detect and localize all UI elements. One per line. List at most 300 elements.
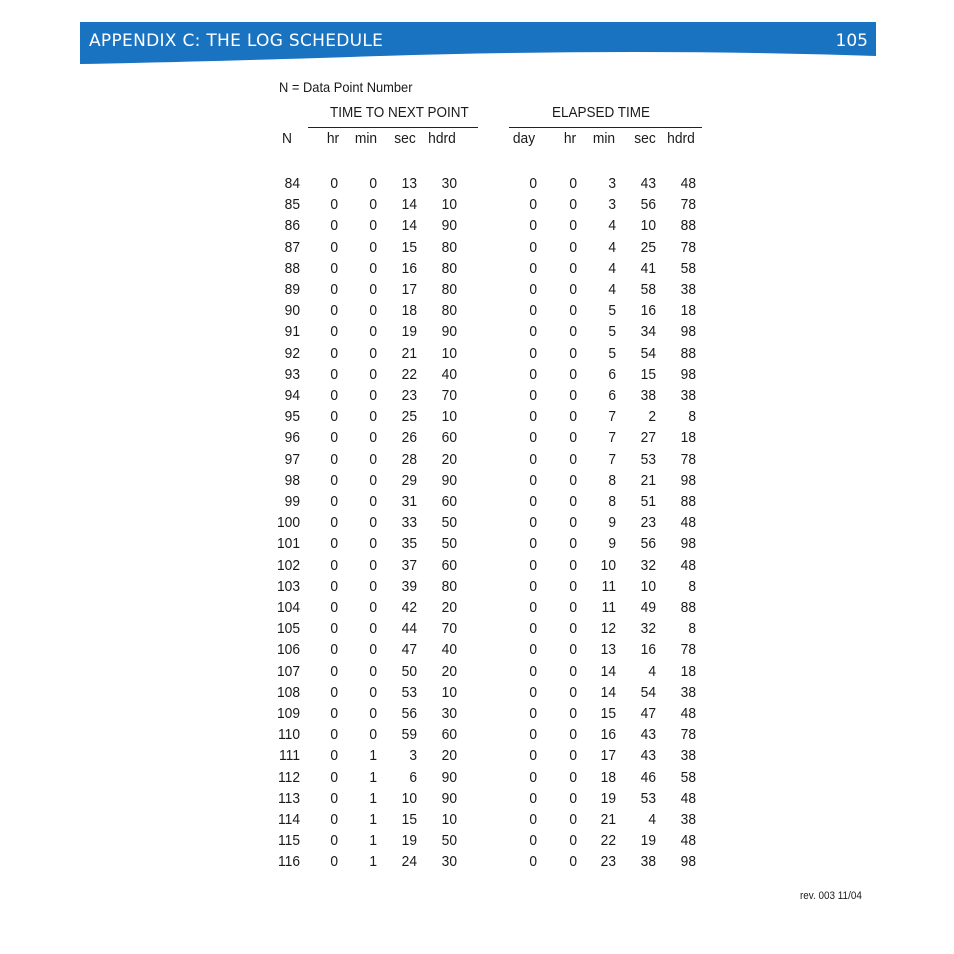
- cell-elapsed-sec: 16: [640, 302, 656, 319]
- cell-hdrd: 20: [441, 663, 457, 680]
- cell-elapsed-hdrd: 88: [680, 345, 696, 362]
- cell-elapsed-day: 0: [529, 747, 537, 764]
- cell-elapsed-sec: 54: [640, 345, 656, 362]
- cell-min: 0: [369, 514, 377, 531]
- cell-hr: 0: [330, 832, 338, 849]
- cell-hdrd: 60: [441, 493, 457, 510]
- group-rule-elapsed: [509, 127, 702, 128]
- cell-elapsed-day: 0: [529, 323, 537, 340]
- cell-elapsed-hdrd: 38: [680, 747, 696, 764]
- cell-hr: 0: [330, 408, 338, 425]
- cell-n: 92: [284, 345, 300, 362]
- cell-elapsed-hdrd: 48: [680, 705, 696, 722]
- cell-hr: 0: [330, 217, 338, 234]
- cell-hr: 0: [330, 196, 338, 213]
- cell-elapsed-day: 0: [529, 790, 537, 807]
- cell-elapsed-hdrd: 38: [680, 281, 696, 298]
- cell-hdrd: 50: [441, 514, 457, 531]
- cell-elapsed-day: 0: [529, 811, 537, 828]
- cell-min: 0: [369, 260, 377, 277]
- cell-elapsed-sec: 49: [640, 599, 656, 616]
- cell-elapsed-day: 0: [529, 281, 537, 298]
- cell-min: 0: [369, 599, 377, 616]
- cell-elapsed-day: 0: [529, 557, 537, 574]
- cell-min: 1: [369, 832, 377, 849]
- cell-hdrd: 70: [441, 620, 457, 637]
- cell-hdrd: 30: [441, 175, 457, 192]
- cell-hdrd: 10: [441, 345, 457, 362]
- cell-elapsed-sec: 46: [640, 769, 656, 786]
- cell-n: 115: [277, 832, 300, 849]
- cell-elapsed-hr: 0: [569, 196, 577, 213]
- cell-hr: 0: [330, 451, 338, 468]
- cell-min: 0: [369, 387, 377, 404]
- column-header-elapsed-hr: hr: [563, 130, 577, 147]
- cell-elapsed-min: 18: [600, 769, 616, 786]
- cell-n: 85: [284, 196, 300, 213]
- cell-hr: 0: [330, 620, 338, 637]
- cell-sec: 15: [401, 239, 417, 256]
- cell-elapsed-hdrd: 78: [680, 451, 696, 468]
- cell-sec: 25: [401, 408, 417, 425]
- cell-elapsed-hdrd: 98: [680, 853, 696, 870]
- cell-elapsed-hdrd: 78: [680, 641, 696, 658]
- cell-hdrd: 10: [441, 408, 457, 425]
- cell-sec: 56: [401, 705, 417, 722]
- cell-elapsed-min: 19: [600, 790, 616, 807]
- cell-elapsed-hr: 0: [569, 493, 577, 510]
- group-rule-time-to-next: [308, 127, 478, 128]
- cell-sec: 21: [401, 345, 417, 362]
- cell-elapsed-day: 0: [529, 853, 537, 870]
- cell-min: 0: [369, 641, 377, 658]
- cell-hr: 0: [330, 535, 338, 552]
- cell-sec: 15: [401, 811, 417, 828]
- cell-min: 0: [369, 620, 377, 637]
- cell-hr: 0: [330, 747, 338, 764]
- cell-n: 102: [276, 557, 300, 574]
- cell-elapsed-day: 0: [529, 366, 537, 383]
- cell-elapsed-hr: 0: [569, 260, 577, 277]
- cell-min: 0: [369, 535, 377, 552]
- cell-n: 112: [277, 769, 300, 786]
- cell-elapsed-sec: 21: [640, 472, 656, 489]
- cell-n: 84: [284, 175, 300, 192]
- cell-elapsed-min: 6: [608, 366, 616, 383]
- cell-elapsed-sec: 43: [640, 726, 656, 743]
- cell-elapsed-sec: 10: [640, 578, 656, 595]
- cell-sec: 23: [401, 387, 417, 404]
- cell-sec: 29: [401, 472, 417, 489]
- group-heading-elapsed: ELAPSED TIME: [552, 104, 651, 121]
- cell-min: 0: [369, 408, 377, 425]
- cell-elapsed-hr: 0: [569, 217, 577, 234]
- cell-n: 111: [279, 747, 300, 764]
- cell-elapsed-sec: 47: [640, 705, 656, 722]
- cell-n: 100: [276, 514, 300, 531]
- cell-sec: 24: [401, 853, 417, 870]
- cell-elapsed-day: 0: [529, 641, 537, 658]
- cell-n: 114: [277, 811, 300, 828]
- cell-n: 108: [276, 684, 300, 701]
- cell-hr: 0: [330, 387, 338, 404]
- cell-elapsed-hr: 0: [569, 853, 577, 870]
- cell-elapsed-min: 4: [608, 217, 616, 234]
- cell-hdrd: 30: [441, 705, 457, 722]
- cell-sec: 28: [401, 451, 417, 468]
- cell-elapsed-sec: 4: [648, 663, 656, 680]
- cell-hdrd: 60: [441, 429, 457, 446]
- cell-sec: 17: [401, 281, 417, 298]
- cell-elapsed-sec: 53: [640, 451, 656, 468]
- cell-elapsed-hdrd: 18: [680, 302, 696, 319]
- legend-text: N = Data Point Number: [279, 79, 413, 95]
- cell-elapsed-hr: 0: [569, 684, 577, 701]
- cell-hdrd: 90: [441, 769, 457, 786]
- cell-hr: 0: [330, 493, 338, 510]
- cell-hdrd: 60: [441, 557, 457, 574]
- cell-hr: 0: [330, 345, 338, 362]
- cell-hr: 0: [330, 769, 338, 786]
- cell-hdrd: 50: [441, 535, 457, 552]
- cell-sec: 6: [409, 769, 417, 786]
- cell-elapsed-day: 0: [529, 217, 537, 234]
- cell-n: 113: [277, 790, 300, 807]
- cell-elapsed-day: 0: [529, 260, 537, 277]
- cell-hr: 0: [330, 599, 338, 616]
- cell-elapsed-day: 0: [529, 302, 537, 319]
- cell-elapsed-hr: 0: [569, 620, 577, 637]
- cell-elapsed-hdrd: 78: [680, 726, 696, 743]
- cell-elapsed-hdrd: 18: [680, 429, 696, 446]
- cell-min: 0: [369, 684, 377, 701]
- cell-elapsed-sec: 32: [640, 557, 656, 574]
- cell-elapsed-min: 4: [608, 260, 616, 277]
- cell-n: 89: [284, 281, 300, 298]
- cell-elapsed-sec: 43: [640, 175, 656, 192]
- cell-sec: 19: [401, 832, 417, 849]
- cell-elapsed-min: 8: [608, 493, 616, 510]
- cell-elapsed-day: 0: [529, 451, 537, 468]
- cell-hdrd: 20: [441, 451, 457, 468]
- cell-elapsed-sec: 51: [640, 493, 656, 510]
- cell-n: 116: [277, 853, 300, 870]
- cell-elapsed-hr: 0: [569, 345, 577, 362]
- cell-elapsed-hr: 0: [569, 302, 577, 319]
- cell-elapsed-hdrd: 88: [680, 599, 696, 616]
- cell-sec: 59: [401, 726, 417, 743]
- cell-elapsed-sec: 10: [640, 217, 656, 234]
- cell-hdrd: 80: [441, 260, 457, 277]
- cell-min: 0: [369, 366, 377, 383]
- cell-elapsed-hdrd: 98: [680, 323, 696, 340]
- cell-elapsed-hdrd: 38: [680, 684, 696, 701]
- cell-elapsed-min: 6: [608, 387, 616, 404]
- cell-min: 0: [369, 217, 377, 234]
- cell-elapsed-hdrd: 8: [688, 408, 696, 425]
- cell-elapsed-day: 0: [529, 726, 537, 743]
- cell-sec: 31: [401, 493, 417, 510]
- cell-elapsed-sec: 56: [640, 196, 656, 213]
- cell-elapsed-day: 0: [529, 663, 537, 680]
- cell-min: 0: [369, 472, 377, 489]
- cell-hr: 0: [330, 472, 338, 489]
- cell-hdrd: 90: [441, 790, 457, 807]
- cell-hdrd: 40: [441, 641, 457, 658]
- cell-elapsed-sec: 2: [648, 408, 656, 425]
- cell-elapsed-sec: 43: [640, 747, 656, 764]
- cell-hdrd: 60: [441, 726, 457, 743]
- cell-hdrd: 80: [441, 281, 457, 298]
- cell-elapsed-hr: 0: [569, 408, 577, 425]
- cell-elapsed-day: 0: [529, 472, 537, 489]
- cell-hr: 0: [330, 429, 338, 446]
- column-header-elapsed-min: min: [592, 130, 616, 147]
- cell-min: 0: [369, 323, 377, 340]
- cell-elapsed-hdrd: 58: [680, 769, 696, 786]
- cell-elapsed-hr: 0: [569, 451, 577, 468]
- cell-hdrd: 20: [441, 747, 457, 764]
- group-heading-time-to-next: TIME TO NEXT POINT: [330, 104, 469, 121]
- cell-hr: 0: [330, 281, 338, 298]
- cell-elapsed-hr: 0: [569, 705, 577, 722]
- cell-n: 94: [284, 387, 300, 404]
- cell-hr: 0: [330, 302, 338, 319]
- cell-elapsed-hr: 0: [569, 239, 577, 256]
- cell-elapsed-min: 17: [600, 747, 616, 764]
- page-header: [80, 22, 876, 66]
- cell-hr: 0: [330, 684, 338, 701]
- cell-min: 1: [369, 790, 377, 807]
- cell-min: 1: [369, 769, 377, 786]
- cell-min: 0: [369, 302, 377, 319]
- cell-hdrd: 90: [441, 323, 457, 340]
- cell-hr: 0: [330, 663, 338, 680]
- cell-elapsed-hr: 0: [569, 429, 577, 446]
- cell-elapsed-sec: 15: [640, 366, 656, 383]
- cell-sec: 14: [401, 196, 417, 213]
- cell-elapsed-hr: 0: [569, 747, 577, 764]
- cell-min: 1: [369, 853, 377, 870]
- cell-elapsed-hr: 0: [569, 535, 577, 552]
- column-header-hdrd: hdrd: [428, 130, 456, 147]
- cell-elapsed-hr: 0: [569, 790, 577, 807]
- cell-elapsed-sec: 56: [640, 535, 656, 552]
- cell-elapsed-day: 0: [529, 514, 537, 531]
- column-header-hr: hr: [326, 130, 340, 147]
- cell-n: 96: [284, 429, 300, 446]
- cell-elapsed-hr: 0: [569, 387, 577, 404]
- cell-sec: 10: [401, 790, 417, 807]
- cell-elapsed-min: 4: [608, 281, 616, 298]
- cell-elapsed-min: 7: [608, 408, 616, 425]
- cell-elapsed-hdrd: 48: [680, 557, 696, 574]
- cell-sec: 22: [401, 366, 417, 383]
- cell-elapsed-hr: 0: [569, 514, 577, 531]
- cell-elapsed-sec: 41: [640, 260, 656, 277]
- cell-elapsed-sec: 53: [640, 790, 656, 807]
- cell-elapsed-day: 0: [529, 832, 537, 849]
- cell-elapsed-sec: 58: [640, 281, 656, 298]
- cell-hr: 0: [330, 853, 338, 870]
- cell-n: 91: [284, 323, 300, 340]
- cell-elapsed-hr: 0: [569, 366, 577, 383]
- cell-elapsed-sec: 27: [640, 429, 656, 446]
- cell-hr: 0: [330, 790, 338, 807]
- cell-elapsed-min: 9: [608, 514, 616, 531]
- cell-elapsed-sec: 16: [640, 641, 656, 658]
- cell-sec: 44: [401, 620, 417, 637]
- cell-elapsed-hr: 0: [569, 769, 577, 786]
- cell-hdrd: 90: [441, 472, 457, 489]
- cell-n: 103: [276, 578, 300, 595]
- cell-elapsed-hr: 0: [569, 578, 577, 595]
- cell-hdrd: 30: [441, 853, 457, 870]
- cell-elapsed-day: 0: [529, 535, 537, 552]
- cell-min: 0: [369, 429, 377, 446]
- cell-elapsed-sec: 38: [640, 853, 656, 870]
- cell-min: 0: [369, 663, 377, 680]
- cell-n: 90: [284, 302, 300, 319]
- cell-elapsed-min: 21: [600, 811, 616, 828]
- cell-n: 99: [284, 493, 300, 510]
- cell-elapsed-hdrd: 48: [680, 175, 696, 192]
- cell-elapsed-min: 3: [608, 175, 616, 192]
- cell-hr: 0: [330, 578, 338, 595]
- cell-sec: 14: [401, 217, 417, 234]
- cell-elapsed-hr: 0: [569, 323, 577, 340]
- cell-min: 1: [369, 811, 377, 828]
- cell-elapsed-hdrd: 48: [680, 832, 696, 849]
- cell-elapsed-min: 7: [608, 451, 616, 468]
- cell-sec: 35: [401, 535, 417, 552]
- cell-elapsed-day: 0: [529, 684, 537, 701]
- cell-n: 110: [277, 726, 300, 743]
- cell-elapsed-hdrd: 78: [680, 196, 696, 213]
- cell-hr: 0: [330, 239, 338, 256]
- cell-n: 93: [284, 366, 300, 383]
- cell-sec: 37: [401, 557, 417, 574]
- cell-elapsed-min: 22: [600, 832, 616, 849]
- cell-elapsed-min: 10: [600, 557, 616, 574]
- cell-min: 0: [369, 557, 377, 574]
- cell-hdrd: 10: [441, 684, 457, 701]
- revision-footer: rev. 003 11/04: [800, 890, 862, 902]
- column-header-elapsed-sec: sec: [634, 130, 656, 147]
- cell-elapsed-day: 0: [529, 705, 537, 722]
- cell-min: 0: [369, 493, 377, 510]
- cell-sec: 33: [401, 514, 417, 531]
- cell-sec: 42: [401, 599, 417, 616]
- cell-elapsed-min: 7: [608, 429, 616, 446]
- cell-hdrd: 20: [441, 599, 457, 616]
- cell-min: 0: [369, 578, 377, 595]
- cell-elapsed-hr: 0: [569, 832, 577, 849]
- cell-min: 0: [369, 345, 377, 362]
- cell-sec: 13: [401, 175, 417, 192]
- cell-hr: 0: [330, 705, 338, 722]
- cell-hdrd: 80: [441, 239, 457, 256]
- cell-n: 98: [284, 472, 300, 489]
- cell-elapsed-min: 23: [600, 853, 616, 870]
- cell-hdrd: 80: [441, 578, 457, 595]
- cell-elapsed-hdrd: 98: [680, 366, 696, 383]
- cell-elapsed-hdrd: 88: [680, 493, 696, 510]
- cell-elapsed-hdrd: 48: [680, 514, 696, 531]
- cell-hdrd: 40: [441, 366, 457, 383]
- cell-elapsed-hdrd: 48: [680, 790, 696, 807]
- cell-elapsed-hr: 0: [569, 472, 577, 489]
- cell-elapsed-day: 0: [529, 387, 537, 404]
- cell-n: 87: [284, 239, 300, 256]
- cell-elapsed-min: 11: [601, 578, 616, 595]
- cell-elapsed-hdrd: 38: [680, 387, 696, 404]
- cell-elapsed-hr: 0: [569, 557, 577, 574]
- cell-elapsed-min: 11: [601, 599, 616, 616]
- cell-hdrd: 90: [441, 217, 457, 234]
- cell-min: 0: [369, 175, 377, 192]
- cell-hr: 0: [330, 260, 338, 277]
- cell-elapsed-min: 14: [600, 684, 616, 701]
- cell-elapsed-sec: 23: [640, 514, 656, 531]
- cell-elapsed-min: 5: [608, 302, 616, 319]
- cell-hr: 0: [330, 557, 338, 574]
- cell-n: 101: [276, 535, 300, 552]
- cell-elapsed-day: 0: [529, 196, 537, 213]
- cell-elapsed-hdrd: 78: [680, 239, 696, 256]
- cell-elapsed-day: 0: [529, 429, 537, 446]
- cell-elapsed-min: 4: [608, 239, 616, 256]
- cell-hr: 0: [330, 366, 338, 383]
- cell-elapsed-day: 0: [529, 408, 537, 425]
- cell-sec: 26: [401, 429, 417, 446]
- cell-min: 1: [369, 747, 377, 764]
- cell-elapsed-hdrd: 98: [680, 472, 696, 489]
- cell-elapsed-hdrd: 18: [680, 663, 696, 680]
- cell-elapsed-hr: 0: [569, 281, 577, 298]
- cell-elapsed-hr: 0: [569, 641, 577, 658]
- cell-elapsed-day: 0: [529, 620, 537, 637]
- cell-elapsed-min: 5: [608, 345, 616, 362]
- cell-elapsed-hr: 0: [569, 811, 577, 828]
- cell-elapsed-day: 0: [529, 599, 537, 616]
- page-number: 105: [835, 31, 868, 51]
- cell-hdrd: 70: [441, 387, 457, 404]
- cell-elapsed-hr: 0: [569, 599, 577, 616]
- cell-min: 0: [369, 726, 377, 743]
- cell-sec: 39: [401, 578, 417, 595]
- cell-n: 88: [284, 260, 300, 277]
- cell-hr: 0: [330, 726, 338, 743]
- cell-elapsed-hr: 0: [569, 175, 577, 192]
- cell-n: 105: [276, 620, 300, 637]
- column-header-sec: sec: [394, 130, 416, 147]
- cell-min: 0: [369, 239, 377, 256]
- column-header-elapsed-hdrd: hdrd: [667, 130, 695, 147]
- cell-elapsed-day: 0: [529, 578, 537, 595]
- header-title: APPENDIX C: THE LOG SCHEDULE: [89, 31, 384, 51]
- cell-min: 0: [369, 196, 377, 213]
- cell-sec: 16: [401, 260, 417, 277]
- cell-elapsed-min: 8: [608, 472, 616, 489]
- cell-elapsed-day: 0: [529, 493, 537, 510]
- cell-elapsed-day: 0: [529, 175, 537, 192]
- column-header-n: N: [282, 130, 292, 147]
- cell-hr: 0: [330, 514, 338, 531]
- cell-min: 0: [369, 451, 377, 468]
- cell-elapsed-hdrd: 88: [680, 217, 696, 234]
- cell-sec: 3: [409, 747, 417, 764]
